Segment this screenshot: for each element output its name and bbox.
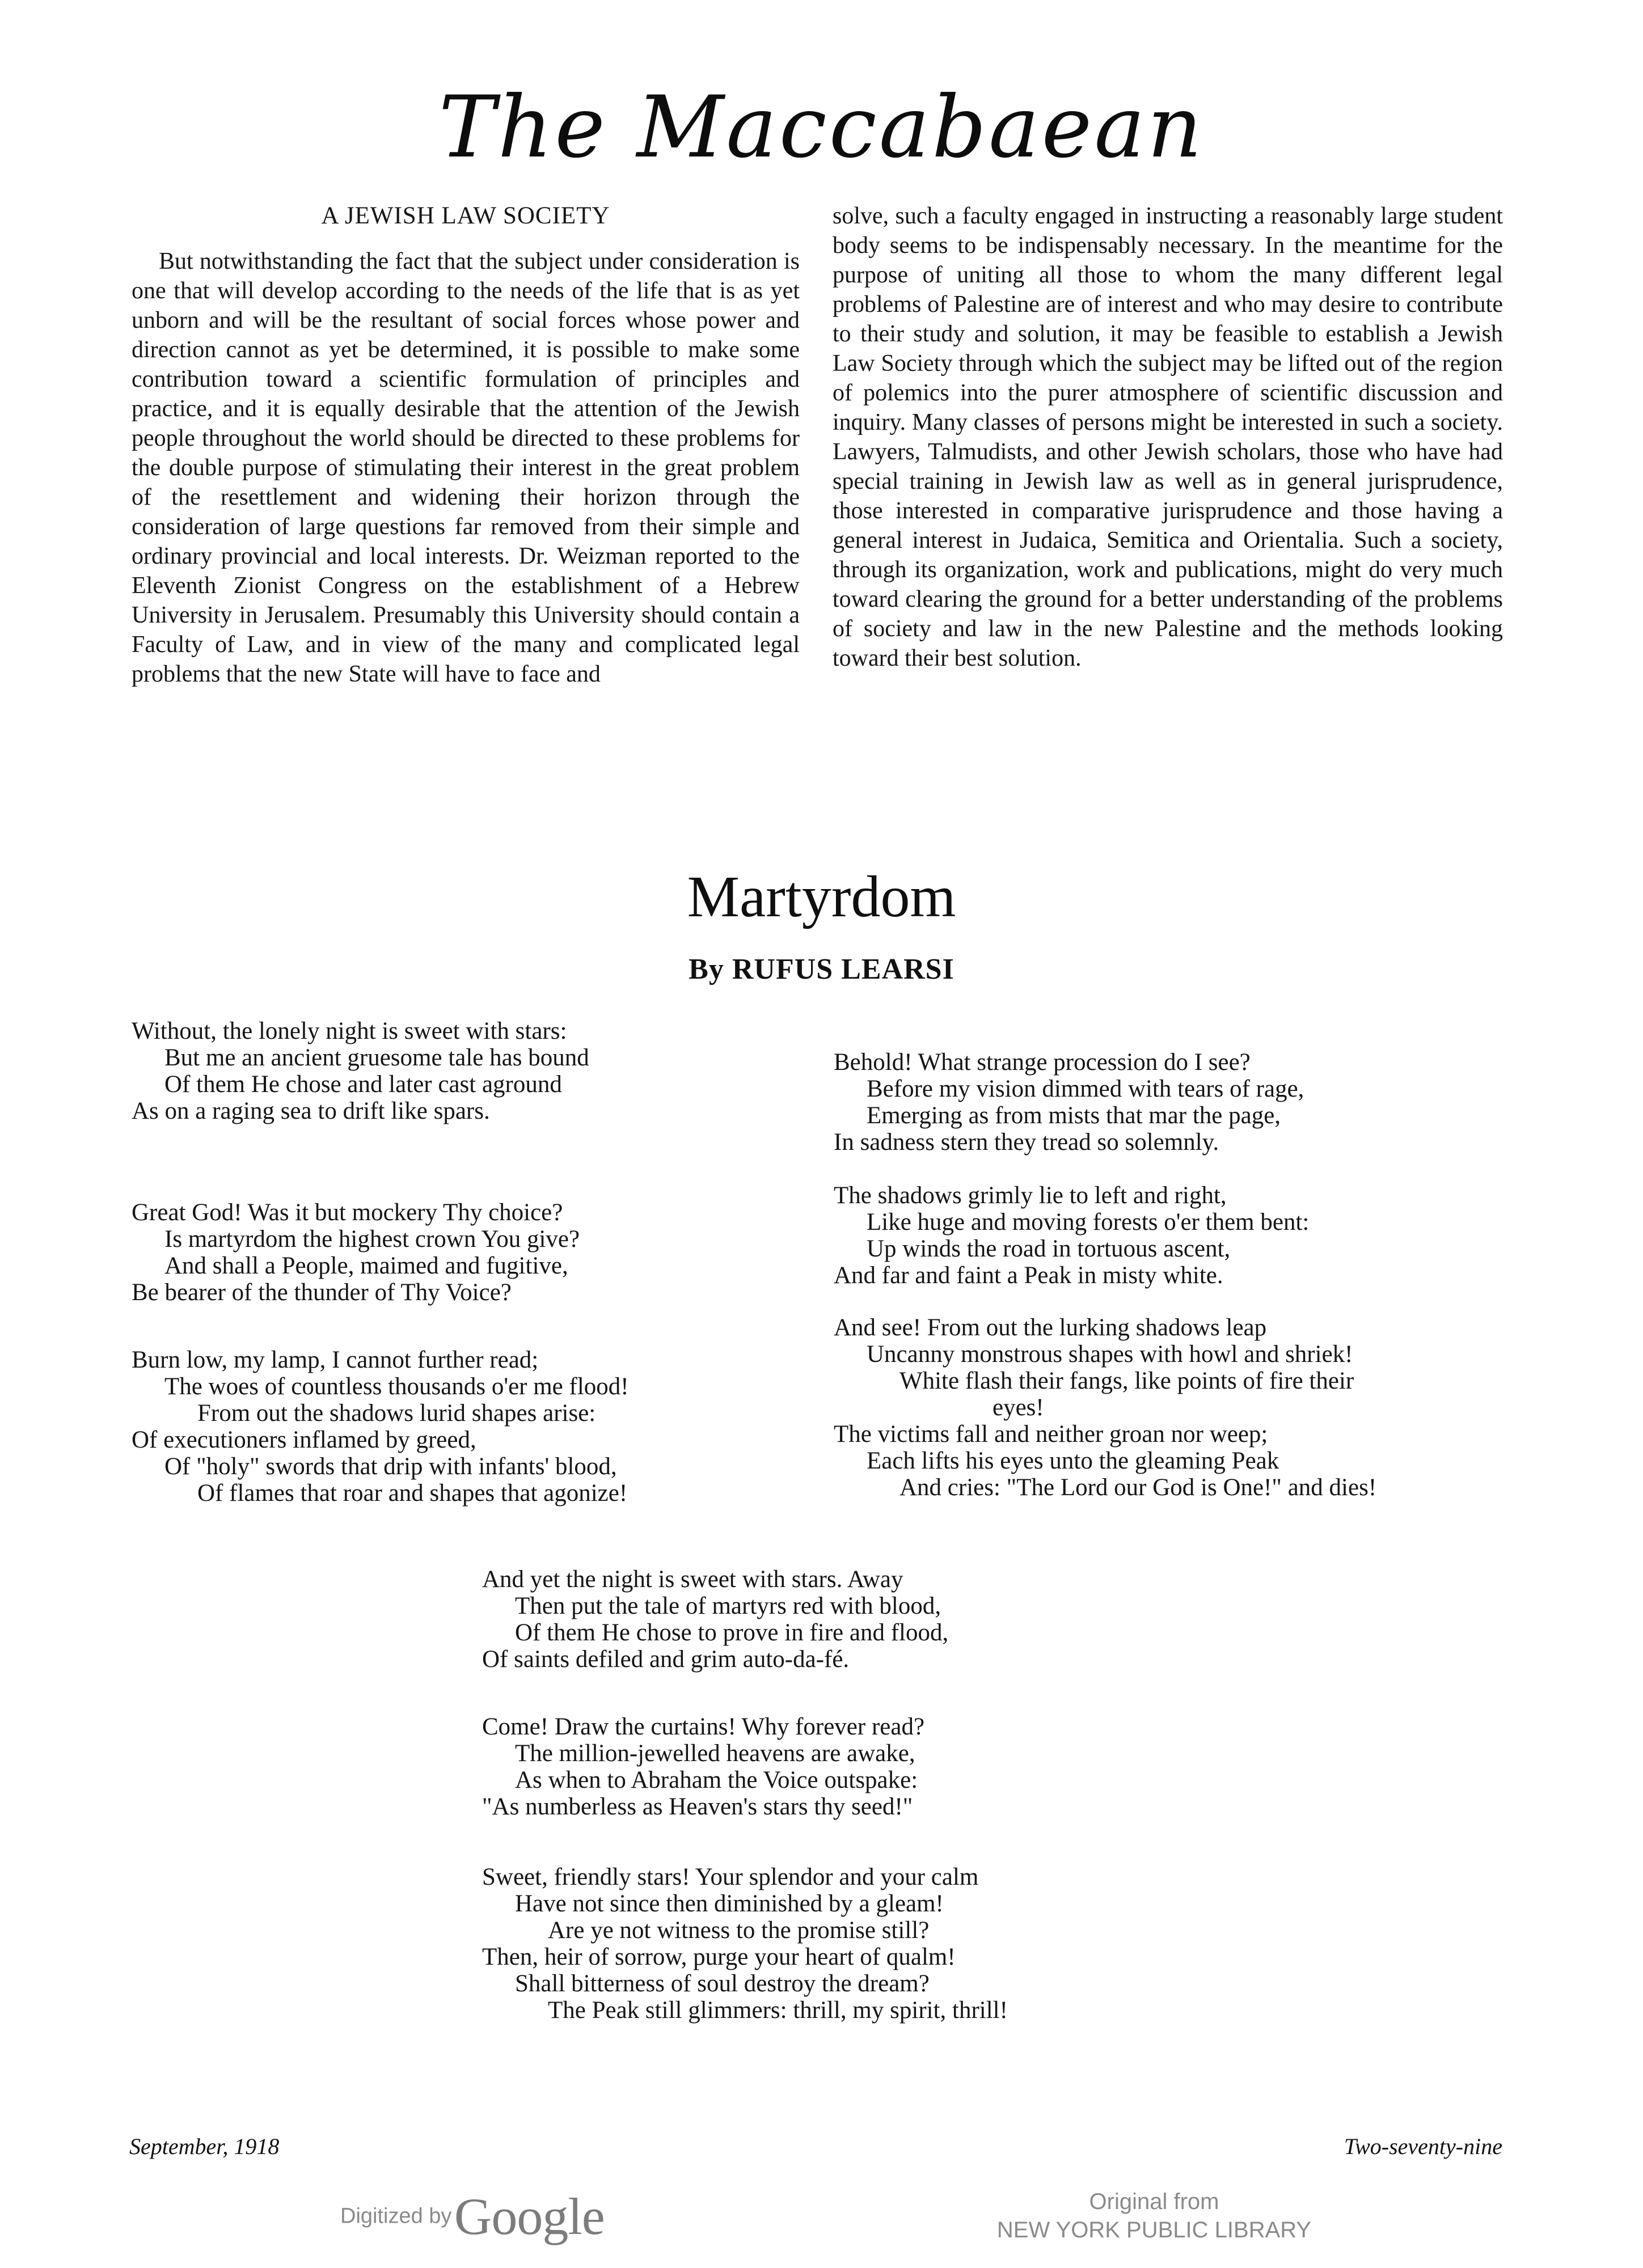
poem-line: And far and faint a Peak in misty white.: [834, 1262, 1223, 1289]
poem-line: And yet the night is sweet with stars. Away: [482, 1566, 903, 1593]
law-society-paragraph-right: solve, such a faculty engaged in instructing a reasonably large student body seems to be indispensably necessary. In the meantime for the purpose of uniting all those to whom the many different legal problems of Palestine are of interest and who may desire to contribute to their study and solution, it may be feasible to establish a Jewish Law Society through which the subject may be lifted out of the region of polemics into the purer atmosphere of scientific discussion and inquiry. Many classes of persons might be interested in such a society. Lawyers, Talmudists, and other Jewish scholars, those who have had special training in Jewish law as well as in general jurisprudence, those interested in comparative jurisprudence and those having a general interest in Judaica, Semitica and Orientalia. Such a society, through its organization, work and publications, might do very much toward clearing the ground for a better understanding of the problems of society and law in the new Palestine and the methods looking toward their best solution.: [833, 203, 1503, 671]
poem-line: As on a raging sea to drift like spars.: [132, 1098, 490, 1124]
google-logo: Google: [454, 2187, 605, 2245]
poem-line: Each lifts his eyes unto the gleaming Peak: [867, 1448, 1279, 1474]
poem-line: As when to Abraham the Voice outspake:: [515, 1767, 918, 1793]
digitized-by-watermark: [340, 2186, 605, 2246]
poem-line: Burn low, my lamp, I cannot further read;: [132, 1347, 539, 1373]
poem-line: The shadows grimly lie to left and right,: [834, 1182, 1227, 1209]
original-from-label: Original from: [1089, 2189, 1219, 2214]
law-society-right-column: [833, 201, 1503, 673]
poem-line: Before my vision dimmed with tears of rage,: [867, 1076, 1304, 1102]
library-name: NEW YORK PUBLIC LIBRARY: [996, 2218, 1312, 2242]
section-heading: A JEWISH LAW SOCIETY: [321, 202, 610, 229]
poem-line: And cries: "The Lord our God is One!" and dies!: [899, 1474, 1377, 1501]
poem-line: Uncanny monstrous shapes with howl and shriek!: [867, 1341, 1353, 1368]
issue-date: September, 1918: [129, 2134, 280, 2159]
poem-line: Sweet, friendly stars! Your splendor and your calm: [482, 1864, 979, 1890]
poem-byline: By RUFUS LEARSI: [689, 953, 954, 985]
poem-line: Be bearer of the thunder of Thy Voice?: [132, 1279, 512, 1306]
stanza-3: [132, 1347, 629, 1507]
poem-line: Great God! Was it but mockery Thy choice?: [132, 1199, 563, 1226]
poem-line: Like huge and moving forests o'er them bent:: [867, 1209, 1310, 1235]
poem-line: From out the shadows lurid shapes arise:: [197, 1400, 596, 1427]
poem-line: Of them He chose to prove in fire and flood,: [515, 1619, 949, 1646]
page-number: Two-seventy-nine: [1344, 2134, 1502, 2159]
poem-line: "As numberless as Heaven's stars thy seed!": [482, 1793, 913, 1820]
law-society-left-column: [132, 201, 800, 689]
poem-line: Shall bitterness of soul destroy the dream?: [515, 1970, 930, 1997]
poem-line: Is martyrdom the highest crown You give?: [164, 1226, 580, 1253]
original-from-watermark: [984, 2187, 1324, 2244]
poem-line: Of them He chose and later cast aground: [164, 1071, 562, 1098]
masthead-title: The Maccabaean: [438, 78, 1205, 177]
poem-line: Have not since then diminished by a gleam!: [515, 1890, 944, 1917]
stanza-8: [482, 1713, 924, 1820]
poem-line: Of "holy" swords that drip with infants' blood,: [164, 1453, 617, 1480]
stanza-4: [834, 1049, 1304, 1156]
stanza-2: [132, 1199, 580, 1306]
poem-line: But me an ancient gruesome tale has bound: [164, 1044, 589, 1071]
poem-line: The million-jewelled heavens are awake,: [515, 1740, 915, 1767]
stanza-7: [482, 1566, 948, 1673]
poem-line: White flash their fangs, like points of fire their: [899, 1368, 1354, 1394]
poem-line: Then put the tale of martyrs red with blood,: [515, 1593, 941, 1619]
digitized-by-label: Digitized by: [340, 2204, 452, 2228]
poem-line: Of flames that roar and shapes that agonize!: [197, 1480, 628, 1507]
poem-line: The Peak still glimmers: thrill, my spirit, thrill!: [548, 1997, 1008, 2024]
poem-line: eyes!: [992, 1394, 1044, 1421]
poem-line: Up winds the road in tortuous ascent,: [867, 1235, 1231, 1262]
poem-line: Are ye not witness to the promise still?: [548, 1917, 930, 1944]
stanza-9: [482, 1864, 1008, 2024]
poem-line: The woes of countless thousands o'er me flood!: [164, 1373, 629, 1400]
poem-line: The victims fall and neither groan nor weep;: [834, 1421, 1268, 1448]
poem-line: Come! Draw the curtains! Why forever read?: [482, 1713, 925, 1740]
stanza-5: [834, 1182, 1309, 1289]
poem-line: And see! From out the lurking shadows leap: [834, 1314, 1267, 1341]
poem-line: Of executioners inflamed by greed,: [132, 1427, 476, 1453]
poem-line: Then, heir of sorrow, purge your heart of qualm!: [482, 1944, 956, 1970]
poem-line: Of saints defiled and grim auto-da-fé.: [482, 1646, 850, 1673]
poem-line: Behold! What strange procession do I see?: [834, 1049, 1251, 1076]
stanza-6: [834, 1314, 1376, 1501]
poem-line: And shall a People, maimed and fugitive,: [164, 1253, 568, 1279]
poem-line: In sadness stern they tread so solemnly.: [834, 1129, 1219, 1156]
stanza-1: [132, 1018, 589, 1124]
poem-line: Without, the lonely night is sweet with stars:: [132, 1018, 567, 1044]
poem-line: Emerging as from mists that mar the page,: [867, 1102, 1281, 1129]
law-society-paragraph-left: But notwithstanding the fact that the subject under consideration is one that will develop according to the needs of the life that is as yet unborn and will be the resultant of social forces whose power and direction cannot as yet be determined, it is possible to make some contribution toward a scientific formulation of principles and practice, and it is equally desirable that the attention of the Jewish people throughout the world should be directed to these problems for the double purpose of stimulating their interest in the great problem of the resettlement and widening their horizon through the consideration of large questions far removed from their simple and ordinary provincial and local interests. Dr. Weizman reported to the Eleventh Zionist Congress on the establishment of a Hebrew University in Jerusalem. Presumably this University should contain a Faculty of Law, and in view of the many and complicated legal problems that the new State will have to face and: [132, 248, 800, 687]
poem-title: Martyrdom: [687, 864, 956, 929]
